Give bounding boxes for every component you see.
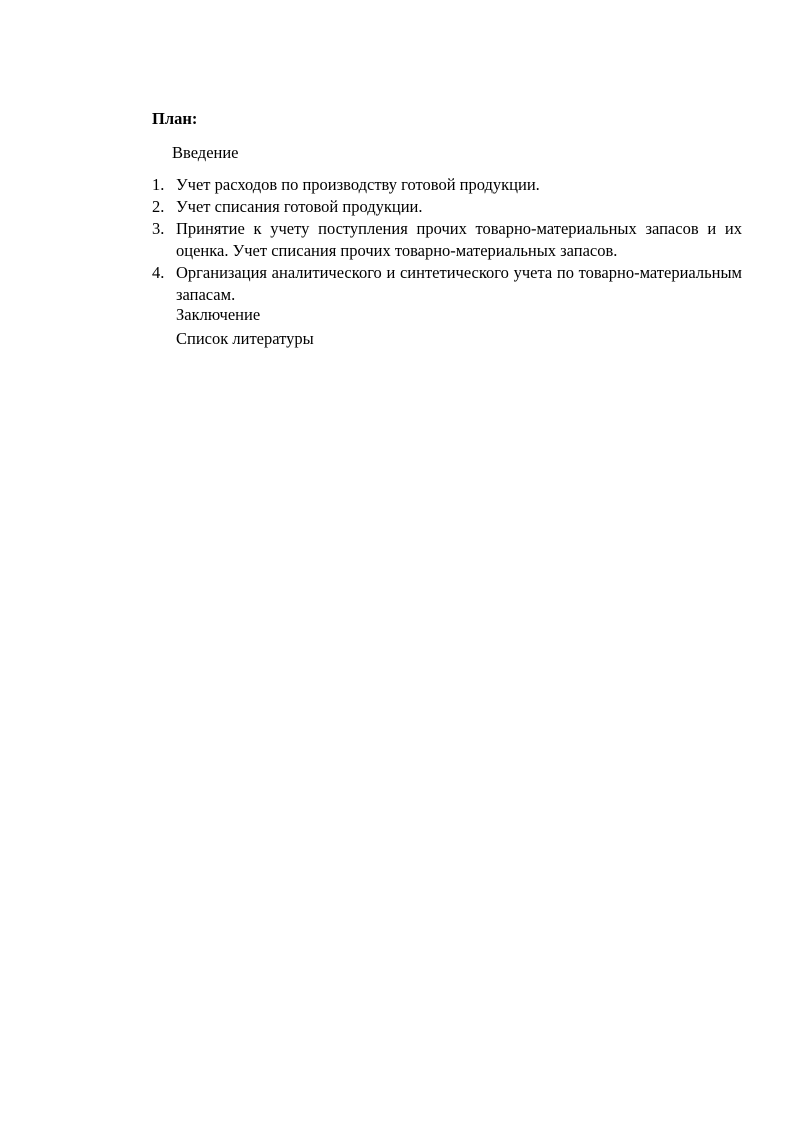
- list-item: [152, 196, 742, 218]
- plan-heading: План:: [152, 109, 198, 128]
- list-item-number: 3.: [152, 219, 165, 238]
- contents-list: [152, 174, 742, 306]
- list-item-text: Учет расходов по производству готовой продукции.: [176, 175, 540, 194]
- list-item-text: Организация аналитического и синтетического учета по товарно-материальным запасам.: [176, 263, 742, 304]
- list-item-text: Учет списания готовой продукции.: [176, 197, 423, 216]
- list-item-text: Принятие к учету поступления прочих товарно-материальных запасов и их оценка. Учет списания прочих товарно-материальных запасов.: [176, 219, 742, 260]
- list-item: [152, 262, 742, 306]
- conclusion-entry: Заключение: [176, 305, 261, 324]
- list-item-number: 1.: [152, 175, 165, 194]
- list-item: [152, 218, 742, 262]
- references-entry: Список литературы: [176, 329, 314, 348]
- list-item-number: 4.: [152, 263, 165, 282]
- list-item-number: 2.: [152, 197, 165, 216]
- list-item: [152, 174, 742, 196]
- intro-entry: Введение: [172, 143, 239, 162]
